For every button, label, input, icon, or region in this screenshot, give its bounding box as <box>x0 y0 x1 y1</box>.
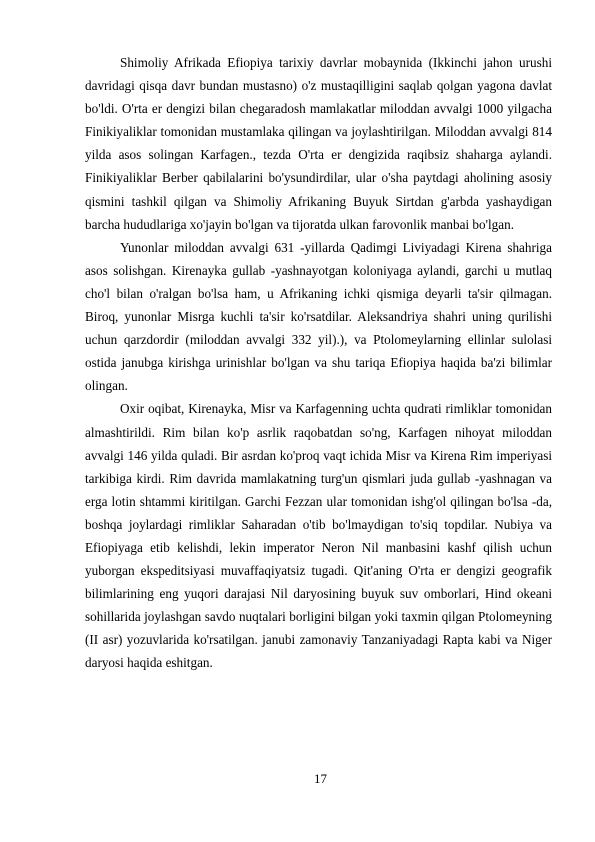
page-number: 17 <box>314 771 327 786</box>
paragraph-greeks: Yunonlar miloddan avvalgi 631 -yillarda Qadimgi Liviyadagi Kirena shahriga asos solishgan. Kirenayka gullab -yashnayotgan koloniyaga aylandi, garchi u mutlaq cho'l bilan o'ralgan bo'lsa ham, u Afrikaning ichki qismiga deyarli ta'sir qilmagan. Biroq, yunonlar Misrga kuchli ta'sir ko'rsatdilar. Aleksandriya shahri uning qurilishi uchun qarzdordir (miloddan avvalgi 332 yil).), va Ptolomeylarning ellinlar sulolasi ostida janubga kirishga urinishlar bo'lgan va shu tariqa Efiopiya haqida ba'zi bilimlar olingan. <box>85 239 552 394</box>
document-page <box>85 51 552 675</box>
paragraph-romans: Oxir oqibat, Kirenayka, Misr va Karfagenning uchta qudrati rimliklar tomonidan almashtirildi. Rim bilan ko'p asrlik raqobatdan so'ng, Karfagen nihoyat miloddan avvalgi 146 yilda quladi. Bir asrdan ko'proq vaqt ichida Misr va Kirena Rim imperiyasi tarkibiga kirdi. Rim davrida mamlakatning turg'un qismlari juda gullab -yashnagan va erga lotin shtammi kiritilgan. Garchi Fezzan ular tomonidan ishg'ol qilingan bo'lsa -da, boshqa joylardagi rimliklar Saharadan o'tib bo'lmaydigan to'siq topdilar. Nubiya va Efiopiyaga etib kelishdi, lekin imperator Neron Nil manbasini kashf qilish uchun yuborgan ekspeditsiyasi muvaffaqiyatsiz tugadi. Qit'aning O'rta er dengizi geografik bilimlarining eng yuqori darajasi Nil daryosining buyuk suv omborlari, Hind okeani sohillarida joylashgan savdo nuqtalari borligini bilgan yoki taxmin qilgan Ptolomeyning (II asr) yozuvlarida ko'rsatilgan. janubi zamonaviy Tanzaniyadagi Rapta kabi va Niger daryosi haqida eshitgan. <box>85 401 552 671</box>
paragraph-phoenicians: Shimoliy Afrikada Efiopiya tarixiy davrlar mobaynida (Ikkinchi jahon urushi davridagi qisqa davr bundan mustasno) o'z mustaqilligini saqlab qolgan yagona davlat bo'ldi. O'rta er dengizi bilan chegaradosh mamlakatlar miloddan avvalgi 1000 yilgacha Finikiyaliklar tomonidan mustamlaka qilingan va joylashtirilgan. Miloddan avvalgi 814 yilda asos solingan Karfagen., tezda O'rta er dengizida raqibsiz shaharga aylandi. Finikiyaliklar Berber qabilalarini bo'ysundirdilar, ular o'sha paytdagi aholining asosiy qismini tashkil qilgan va Shimoliy Afrikaning Buyuk Sirtdan g'arbda yashaydigan barcha hududlariga xo'jayin bo'lgan va tijoratda ulkan farovonlik manbai bo'lgan. <box>85 55 552 232</box>
